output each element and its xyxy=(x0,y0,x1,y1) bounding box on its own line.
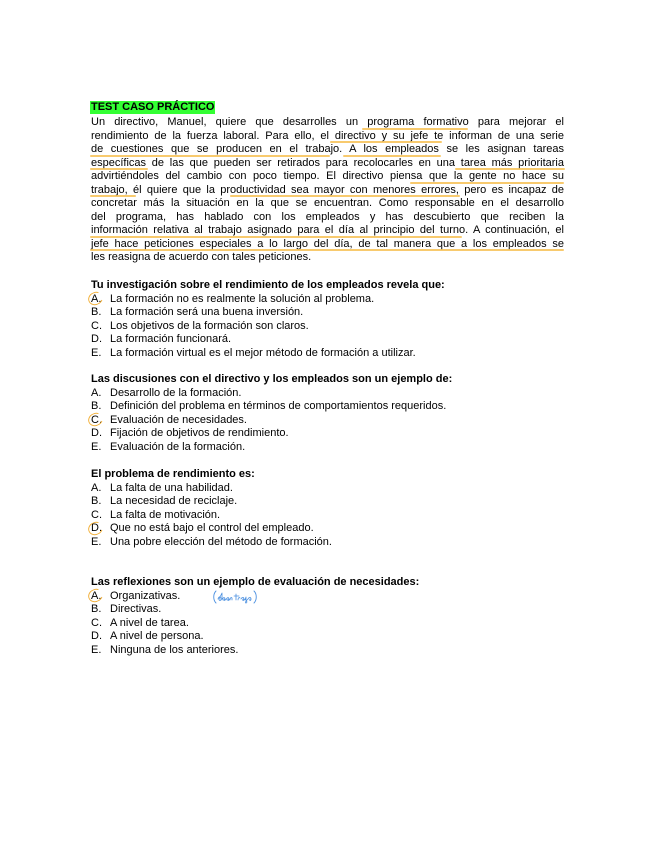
option-letter: D. xyxy=(91,630,102,642)
question-4 xyxy=(91,576,571,657)
paragraph-line: jefe hace peticiones especiales a lo largo del día, de tal manera que a los empleados se xyxy=(91,237,564,250)
option-letter: B. xyxy=(91,603,102,615)
option-text: La falta de motivación. xyxy=(110,508,221,521)
answer-option-e[interactable] xyxy=(91,536,571,550)
answer-option-c[interactable] xyxy=(91,320,571,334)
highlighter-underline xyxy=(330,141,442,143)
option-letter: C. xyxy=(91,508,102,521)
answer-option-b[interactable] xyxy=(91,495,571,509)
option-letter: A. xyxy=(91,292,102,305)
option-letter: A. xyxy=(91,386,102,399)
question-2 xyxy=(91,373,571,454)
option-text: La formación virtual es el mejor método de formación a utilizar. xyxy=(110,346,416,359)
handwritten-note xyxy=(212,589,260,605)
answer-option-a[interactable] xyxy=(91,482,571,496)
option-letter: A. xyxy=(91,589,102,602)
option-text: Directivas. xyxy=(110,603,162,615)
highlighter-underline xyxy=(343,155,441,157)
option-text: Una pobre elección del método de formación. xyxy=(110,535,332,548)
paragraph-line: trabajo, él quiere que la productividad sea mayor con menores errores, pero es incapaz de xyxy=(91,183,564,196)
answer-option-c[interactable] xyxy=(91,414,571,428)
option-letter: C. xyxy=(91,413,102,426)
highlighter-underline xyxy=(90,155,330,157)
answer-option-b[interactable] xyxy=(91,400,571,414)
document-title xyxy=(90,101,215,114)
answer-option-d[interactable] xyxy=(91,427,571,441)
option-text: A nivel de persona. xyxy=(110,630,204,642)
answer-option-a[interactable] xyxy=(91,293,571,307)
highlighter-underline xyxy=(90,195,136,197)
option-text: La formación no es realmente la solución al problema. xyxy=(110,292,375,305)
highlighter-underline xyxy=(410,182,564,184)
option-text: Organizativas. xyxy=(110,589,181,602)
highlighter-underline xyxy=(455,168,565,170)
highlighter-underline xyxy=(362,128,468,130)
highlighter-underline xyxy=(230,195,460,197)
paragraph-line: les reasigna de acuerdo con tales peticiones. xyxy=(91,251,312,263)
option-text: Los objetivos de la formación son claros. xyxy=(110,319,309,332)
option-letter: D. xyxy=(91,427,102,439)
paragraph-line: específicas de las que pueden ser retirados para recolocarles en una tarea más prioritaria xyxy=(91,156,564,169)
paragraph-line: del programa, has hablado con los empleados y has descubierto que reciben la xyxy=(91,210,564,223)
question-heading: Las discusiones con el directivo y los empleados son un ejemplo de: xyxy=(91,373,453,385)
paragraph-line: rendimiento de la fuerza laboral. Para ello, el directivo y su jefe te informan de una serie xyxy=(91,129,564,142)
option-text: La formación funcionará. xyxy=(110,333,232,345)
answer-option-a[interactable] xyxy=(91,387,571,401)
option-text: Evaluación de necesidades. xyxy=(110,413,247,426)
answer-option-e[interactable] xyxy=(91,644,571,658)
paragraph-line: advirtiéndoles del cambio con poco tiempo. El directivo piensa que la gente no hace su xyxy=(91,170,564,182)
option-text: Definición del problema en términos de comportamientos requeridos. xyxy=(110,400,447,412)
answer-option-c[interactable] xyxy=(91,617,571,631)
option-text: La falta de una habilidad. xyxy=(110,481,233,494)
option-letter: C. xyxy=(91,616,102,629)
answer-option-c[interactable] xyxy=(91,509,571,523)
answer-option-b[interactable] xyxy=(91,603,571,617)
question-1 xyxy=(91,279,571,360)
option-letter: B. xyxy=(91,495,102,507)
option-text: Ninguna de los anteriores. xyxy=(110,643,239,656)
highlighter-underline xyxy=(90,236,462,238)
paragraph-line: de cuestiones que se producen en el trabajo. A los empleados se les asignan tareas xyxy=(91,143,564,155)
option-text: Desarrollo de la formación. xyxy=(110,386,242,399)
paragraph-line: información relativa al trabajo asignado para el día al principio del turno. A continuación, el xyxy=(91,224,564,236)
option-text: A nivel de tarea. xyxy=(110,616,189,629)
paragraph-line: concretar más la situación en la que se encuentran. Como responsable en el desarrollo xyxy=(91,197,564,209)
title-highlight: TEST CASO PRÁCTICO xyxy=(91,101,215,113)
option-letter: B. xyxy=(91,400,102,412)
answer-option-a[interactable] xyxy=(91,590,571,604)
question-3 xyxy=(91,468,571,549)
option-letter: E. xyxy=(91,535,102,548)
option-letter: E. xyxy=(91,440,102,453)
question-heading: Tu investigación sobre el rendimiento de los empleados revela que: xyxy=(91,279,445,291)
case-scenario-paragraph xyxy=(91,116,564,265)
answer-option-e[interactable] xyxy=(91,347,571,361)
option-text: La necesidad de reciclaje. xyxy=(110,495,238,507)
option-text: La formación será una buena inversión. xyxy=(110,306,304,318)
highlighter-underline xyxy=(90,168,148,170)
option-letter: D. xyxy=(91,333,102,345)
option-letter: A. xyxy=(91,481,102,494)
answer-option-e[interactable] xyxy=(91,441,571,455)
option-letter: C. xyxy=(91,319,102,332)
answer-option-d[interactable] xyxy=(91,630,571,644)
option-text: Fijación de objetivos de rendimiento. xyxy=(110,427,289,439)
option-letter: E. xyxy=(91,346,102,359)
answer-option-b[interactable] xyxy=(91,306,571,320)
option-letter: E. xyxy=(91,643,102,656)
option-text: Evaluación de la formación. xyxy=(110,440,246,453)
option-letter: B. xyxy=(91,306,102,318)
option-letter: D. xyxy=(91,522,102,534)
highlighter-underline xyxy=(90,249,564,251)
option-text: Que no está bajo el control del empleado. xyxy=(110,522,314,534)
paragraph-line: Un directivo, Manuel, quiere que desarrolles un programa formativo para mejorar el xyxy=(91,116,564,128)
question-heading: Las reflexiones son un ejemplo de evaluación de necesidades: xyxy=(91,576,420,588)
question-heading: El problema de rendimiento es: xyxy=(91,468,255,480)
answer-option-d[interactable] xyxy=(91,522,571,536)
answer-option-d[interactable] xyxy=(91,333,571,347)
